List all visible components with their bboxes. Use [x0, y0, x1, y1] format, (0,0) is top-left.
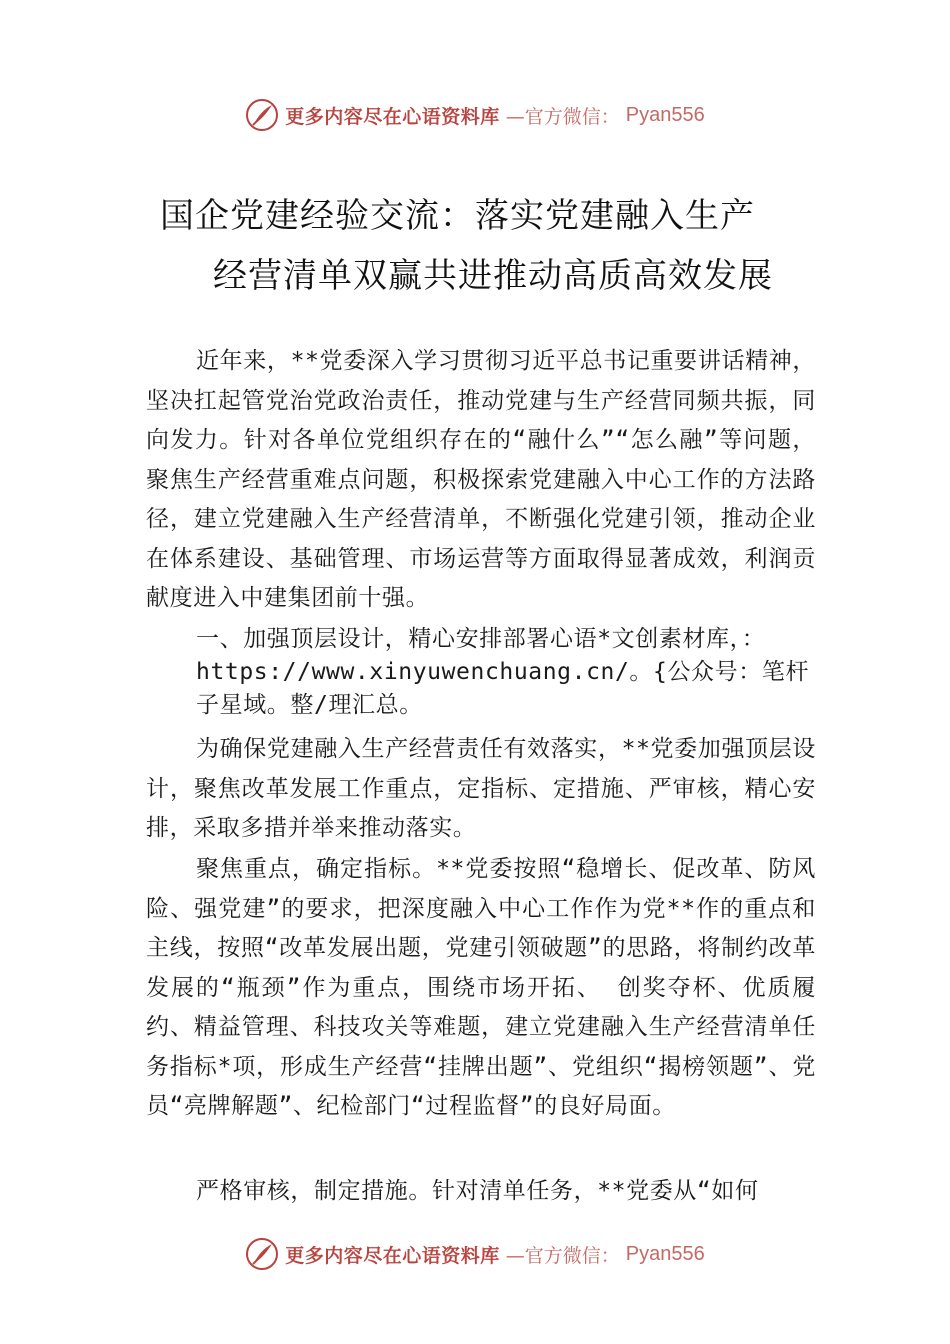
document-title-line-2: 经营清单双赢共进推动高质高效发展	[213, 256, 773, 296]
banner-wechat-id: Pyan556	[625, 103, 705, 126]
feather-pen-logo-icon	[245, 1237, 279, 1271]
paragraph-2: 为确保党建融入生产经营责任有效落实，**党委加强顶层设计，聚焦改革发展工作重点，定指标、定措施、严审核，精心安排，采取多措并举来推动落实。	[146, 736, 816, 841]
footer-banner	[0, 1232, 950, 1276]
banner-main-text: 更多内容尽在心语资料库	[285, 105, 500, 128]
feather-pen-logo-icon	[245, 98, 279, 132]
banner-main-text: 更多内容尽在心语资料库	[285, 1244, 500, 1267]
banner-sub-text: —官方微信：	[505, 105, 620, 128]
paragraph-4: 严格审核，制定措施。针对清单任务，**党委从“如何	[196, 1178, 759, 1204]
banner-wechat-id: Pyan556	[625, 1242, 705, 1265]
header-banner	[0, 93, 950, 137]
section-heading-1: 一、加强顶层设计，精心安排部署心语*文创素材库，：https://www.xinyuwenchuang.cn/。{公众号：笔杆子星域。整/理汇总。	[196, 626, 810, 718]
document-title-line-1: 国企党建经验交流：落实党建融入生产	[160, 196, 755, 236]
paragraph-intro: 近年来，**党委深入学习贯彻习近平总书记重要讲话精神，坚决扛起管党治党政治责任，推动党建与生产经营同频共振，同向发力。针对各单位党组织存在的“融什么”“怎么融”等问题，聚焦生产经营重难点问题，积极探索党建融入中心工作的方法路径，建立党建融入生产经营清单，不断强化党建引领，推动企业在体系建设、基础管理、市场运营等方面取得显著成效，利润贡献度进入中建集团前十强。	[146, 348, 816, 611]
banner-sub-text: —官方微信：	[505, 1244, 620, 1267]
paragraph-3: 聚焦重点，确定指标。**党委按照“稳增长、促改革、防风险、强党建”的要求，把深度融入中心工作作为党**作的重点和主线，按照“改革发展出题，党建引领破题”的思路，将制约改革发展的“瓶颈”作为重点，围绕市场开拓、 创奖夺杯、优质履约、精益管理、科技攻关等难题，建立党建融入生产经营清单任务指标*项，形成生产经营“挂牌出题”、党组织“揭榜领题”、党员“亮牌解题”、纪检部门“过程监督”的良好局面。	[146, 856, 816, 1119]
